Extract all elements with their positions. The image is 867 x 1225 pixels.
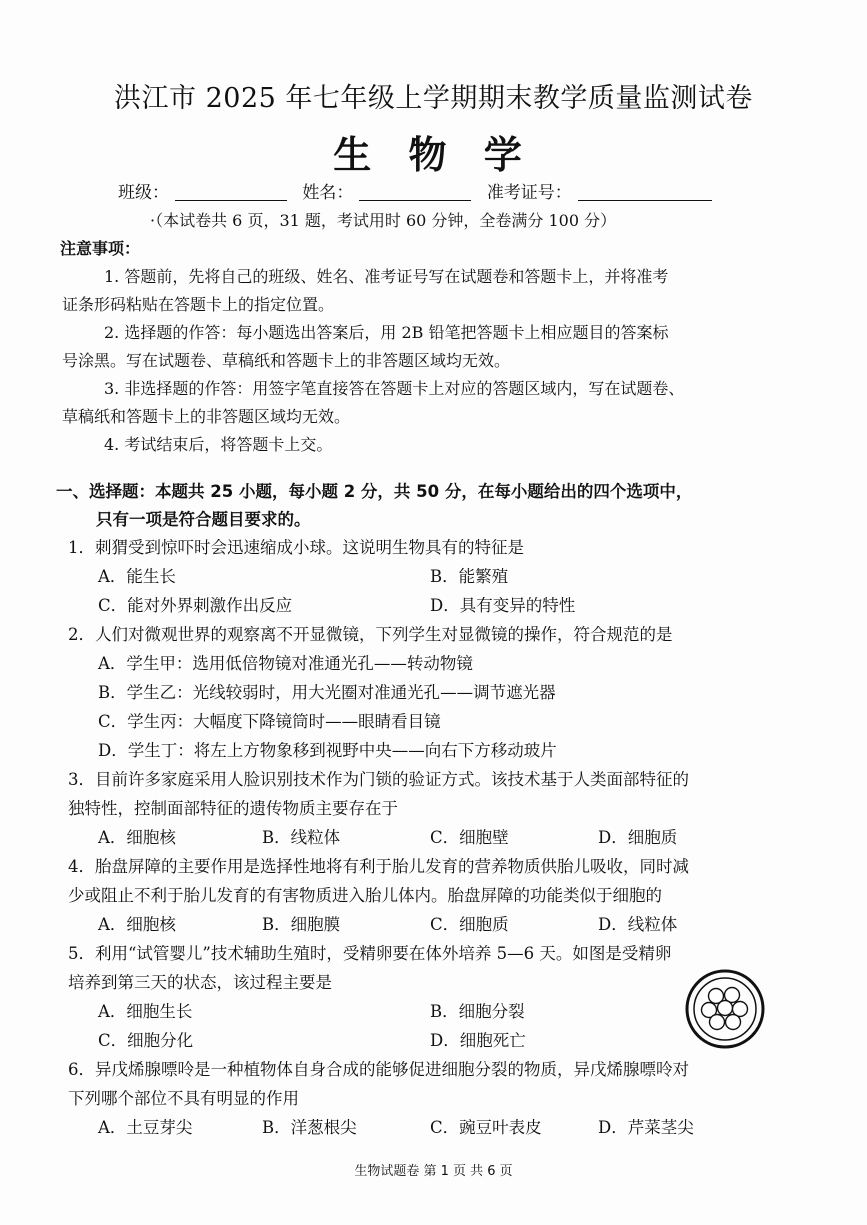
exam-meta: ·（本试卷共 6 页，31 题，考试用时 60 分钟，全卷满分 100 分）	[150, 211, 617, 230]
notice-line: 号涂黑。写在试题卷、草稿纸和答题卡上的非答题区域均无效。	[62, 351, 511, 370]
q4-option-c: C．细胞质	[430, 915, 509, 934]
notice-heading: 注意事项：	[60, 239, 141, 258]
q2-option-b: B．学生乙：光线较弱时，用大光圈对准通光孔——调节遮光器	[98, 683, 556, 702]
q1-option-c: C．能对外界刺激作出反应	[98, 596, 293, 615]
question-3-stem-cont: 独特性，控制面部特征的遗传物质主要存在于	[68, 799, 398, 818]
exam-title: 洪江市 2025 年七年级上学期期末教学质量监测试卷	[114, 83, 753, 114]
notice-line: 2. 选择题的作答：每小题选出答案后，用 2B 铅笔把答题卡上相应题目的答案标	[104, 323, 669, 342]
subject-title: 生 物 学	[333, 133, 534, 177]
exam-number-blank	[578, 184, 712, 201]
question-5-stem: 5．利用“试管婴儿”技术辅助生殖时，受精卵要在体外培养 5—6 天。如图是受精卵	[68, 944, 672, 963]
q6-option-d: D．芹菜茎尖	[598, 1118, 694, 1137]
student-info-fields	[118, 178, 718, 203]
q1-option-a: A．能生长	[98, 567, 176, 586]
question-2-stem: 2．人们对微观世界的观察离不开显微镜，下列学生对显微镜的操作，符合规范的是	[68, 625, 673, 644]
q3-option-a: A．细胞核	[98, 828, 176, 847]
q2-option-d: D．学生丁：将左上方物象移到视野中央——向右下方移动玻片	[98, 741, 557, 760]
q2-option-a: A．学生甲：选用低倍物镜对准通光孔——转动物镜	[98, 654, 473, 673]
q3-option-d: D．细胞质	[598, 828, 678, 847]
class-blank	[175, 184, 287, 201]
q5-option-c: C．细胞分化	[98, 1031, 194, 1050]
name-blank	[359, 184, 471, 201]
name-label: 姓名：	[302, 183, 354, 203]
q1-option-b: B．能繁殖	[430, 567, 509, 586]
question-4-stem: 4．胎盘屏障的主要作用是选择性地将有利于胎儿发育的营养物质供胎儿吸收，同时减	[68, 857, 689, 876]
section-heading-cont: 只有一项是符合题目要求的。	[96, 510, 311, 529]
notice-line: 3. 非选择题的作答：用签字笔直接答在答题卡上对应的答题区域内，写在试题卷、	[104, 379, 685, 398]
notice-line: 证条形码粘贴在答题卡上的指定位置。	[62, 295, 335, 314]
question-4-stem-cont: 少或阻止不利于胎儿发育的有害物质进入胎儿体内。胎盘屏障的功能类似于细胞的	[68, 886, 662, 905]
question-3-stem: 3．目前许多家庭采用人脸识别技术作为门锁的验证方式。该技术基于人类面部特征的	[68, 770, 689, 789]
q6-option-b: B．洋葱根尖	[262, 1118, 357, 1137]
notice-line: 草稿纸和答题卡上的非答题区域均无效。	[62, 407, 351, 426]
q4-option-b: B．细胞膜	[262, 915, 341, 934]
embryo-cells-icon	[684, 968, 766, 1050]
q3-option-b: B．线粒体	[262, 828, 341, 847]
question-1-stem: 1．刺猬受到惊吓时会迅速缩成小球。这说明生物具有的特征是	[68, 538, 524, 557]
notice-line: 4. 考试结束后，将答题卡上交。	[104, 435, 333, 454]
question-5-stem-cont: 培养到第三天的状态，该过程主要是	[68, 973, 332, 992]
q2-option-c: C．学生丙：大幅度下降镜筒时——眼睛看目镜	[98, 712, 441, 731]
q4-option-a: A．细胞核	[98, 915, 176, 934]
q6-option-a: A．土豆芽尖	[98, 1118, 193, 1137]
class-label: 班级：	[118, 183, 169, 203]
q6-option-c: C．豌豆叶表皮	[430, 1118, 542, 1137]
q5-option-a: A．细胞生长	[98, 1002, 193, 1021]
q5-option-d: D．细胞死亡	[430, 1031, 526, 1050]
page-footer: 生物试题卷 第 1 页 共 6 页	[354, 1164, 513, 1179]
exam-number-label: 准考证号：	[486, 183, 572, 203]
notice-line: 1. 答题前，先将自己的班级、姓名、准考证号写在试题卷和答题卡上，并将准考	[104, 267, 669, 286]
q1-option-d: D．具有变异的特性	[430, 596, 576, 615]
section-heading: 一、选择题：本题共 25 小题，每小题 2 分，共 50 分，在每小题给出的四个选项中，	[56, 482, 693, 501]
q5-option-b: B．细胞分裂	[430, 1002, 525, 1021]
question-6-stem: 6．异戊烯腺嘌呤是一种植物体自身合成的能够促进细胞分裂的物质，异戊烯腺嘌呤对	[68, 1060, 689, 1079]
q4-option-d: D．线粒体	[598, 915, 678, 934]
question-6-stem-cont: 下列哪个部位不具有明显的作用	[68, 1089, 299, 1108]
q3-option-c: C．细胞壁	[430, 828, 509, 847]
